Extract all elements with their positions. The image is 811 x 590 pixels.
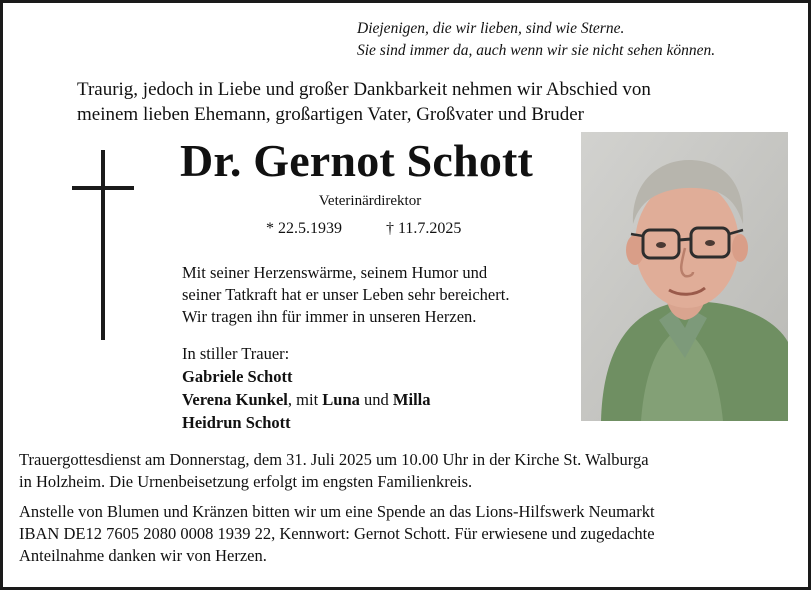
donation-info <box>19 501 655 567</box>
quote-line-2: Sie sind immer da, auch wenn wir sie nicht sehen können. <box>357 42 716 59</box>
donation-line-1: Anstelle von Blumen und Kränzen bitten wir um eine Spende an das Lions-Hilfswerk Neumarkt <box>19 502 655 521</box>
intro-line-2: meinem lieben Ehemann, großartigen Vater, Großvater und Bruder <box>77 104 584 125</box>
mourner-1 <box>182 365 430 388</box>
cross-horizontal-bar <box>72 186 134 190</box>
mourner-3-name: Heidrun Schott <box>182 413 291 432</box>
mourner-3 <box>182 411 430 434</box>
portrait-photo <box>581 132 788 421</box>
mourner-2-child-2: Milla <box>392 390 431 409</box>
intro-text <box>77 77 651 127</box>
donation-line-3: Anteilnahme danken wir von Herzen. <box>19 546 267 565</box>
service-line-1: Trauergottesdienst am Donnerstag, dem 31. Juli 2025 um 10.00 Uhr in der Kirche St. Walburga <box>19 450 649 469</box>
quote-line-1: Diejenigen, die wir lieben, sind wie Sterne. <box>357 20 625 37</box>
cross-vertical-bar <box>101 150 105 340</box>
mourners-heading: In stiller Trauer: <box>182 344 290 363</box>
portrait-illustration <box>581 132 788 421</box>
mourner-2 <box>182 388 430 411</box>
message-line-3: Wir tragen ihn für immer in unseren Herzen. <box>182 307 477 326</box>
mourner-2-and: und <box>359 390 393 409</box>
quote <box>357 18 715 62</box>
message-line-2: seiner Tatkraft hat er unser Leben sehr bereichert. <box>182 285 510 304</box>
intro-line-1: Traurig, jedoch in Liebe und großer Dankbarkeit nehmen wir Abschied von <box>77 79 651 100</box>
mourner-2-with: , mit <box>287 390 323 409</box>
message-line-1: Mit seiner Herzenswärme, seinem Humor und <box>182 263 488 282</box>
funeral-service-info <box>19 449 649 493</box>
mourner-2-child-1: Luna <box>322 390 360 409</box>
cross-icon <box>70 150 136 340</box>
memorial-message <box>182 262 509 328</box>
mourners-list <box>182 342 430 434</box>
service-line-2: in Holzheim. Die Urnenbeisetzung erfolgt im engsten Familienkreis. <box>19 472 473 491</box>
death-date: † 11.7.2025 <box>386 220 462 237</box>
donation-line-2: IBAN DE12 7605 2080 0008 1939 22, Kennwort: Gernot Schott. Für erwiesene und zugedachte <box>19 524 655 543</box>
mourner-2-name: Verena Kunkel <box>182 390 288 409</box>
birth-date: * 22.5.1939 <box>266 220 342 237</box>
deceased-name: Dr. Gernot Schott <box>180 135 534 186</box>
mourner-1-name: Gabriele Schott <box>182 367 293 386</box>
deceased-title: Veterinärdirektor <box>318 193 422 209</box>
